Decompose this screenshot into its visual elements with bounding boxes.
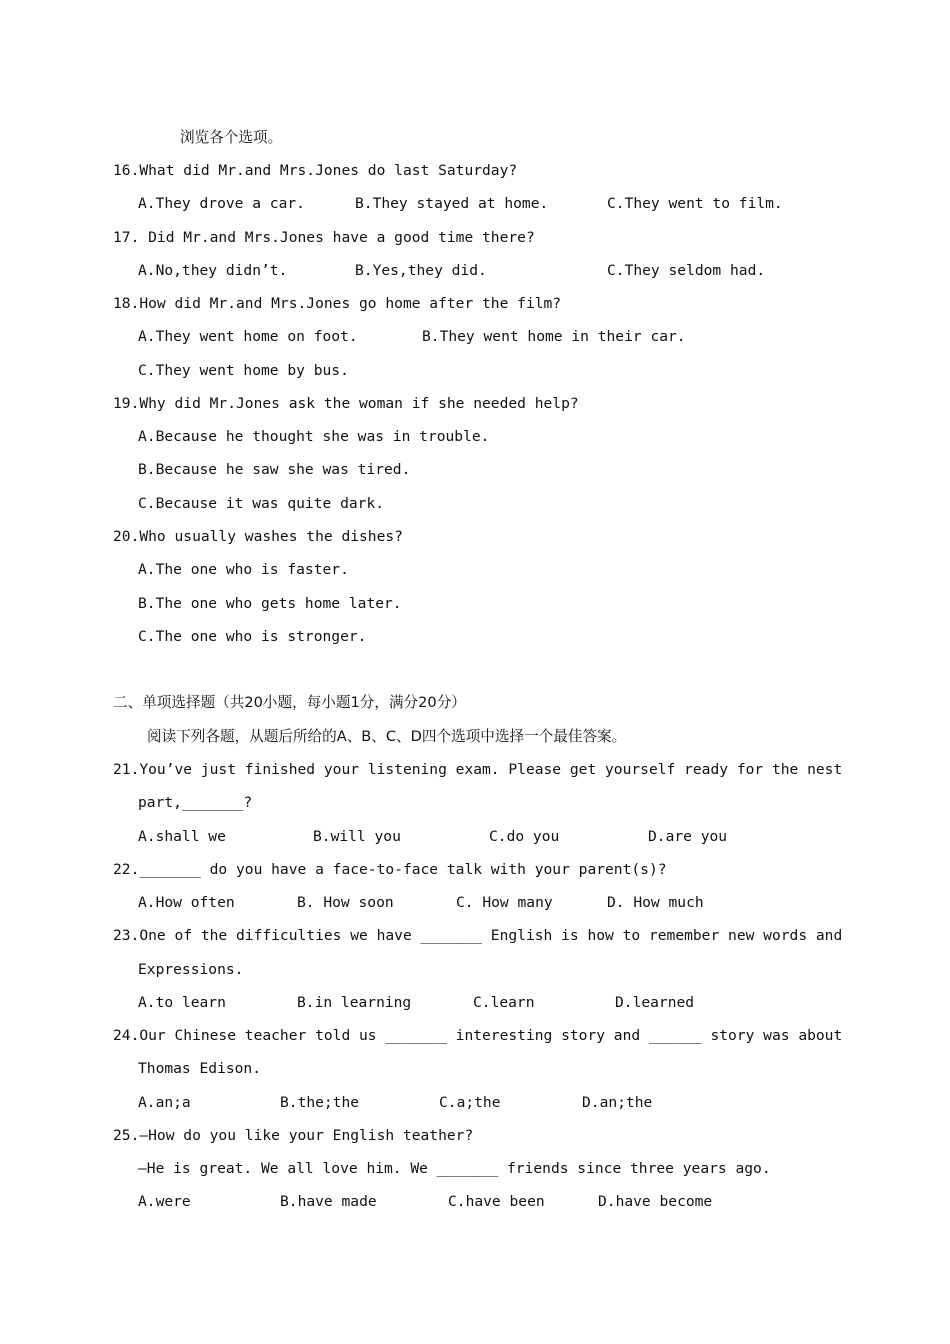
question-16-option-c: C.They went to film. bbox=[607, 195, 783, 212]
question-24-stem-line-2: Thomas Edison. bbox=[138, 1060, 262, 1077]
question-17-option-c: C.They seldom had. bbox=[607, 262, 766, 279]
question-18-option-c: C.They went home by bus. bbox=[138, 362, 349, 379]
section-2-heading: 二、单项选择题（共20小题，每小题1分，满分20分） bbox=[113, 694, 466, 711]
question-21-option-d: D.are you bbox=[648, 828, 728, 845]
question-25-stem-line-2: —He is great. We all love him. We _______ friends since three years ago. bbox=[138, 1160, 771, 1177]
question-21-stem-line-2: part,_______? bbox=[138, 794, 253, 811]
question-20-option-a: A.The one who is faster. bbox=[138, 561, 349, 578]
question-20-stem: 20.Who usually washes the dishes? bbox=[113, 528, 403, 545]
intro-note: 浏览各个选项。 bbox=[180, 129, 283, 146]
question-21-stem-line-1: 21.You’ve just finished your listening exam. Please get yourself ready for the nest bbox=[113, 761, 843, 778]
question-23-stem-line-1: 23.One of the difficulties we have _______ English is how to remember new words and bbox=[113, 927, 843, 944]
question-22-option-b: B. How soon bbox=[297, 894, 394, 911]
question-16-stem: 16.What did Mr.and Mrs.Jones do last Saturday? bbox=[113, 162, 518, 179]
question-16-option-a: A.They drove a car. bbox=[138, 195, 305, 212]
question-22-option-c: C. How many bbox=[456, 894, 553, 911]
question-21-option-c: C.do you bbox=[489, 828, 560, 845]
question-23-option-c: C.learn bbox=[473, 994, 535, 1011]
question-18-option-a: A.They went home on foot. bbox=[138, 328, 358, 345]
question-22-option-d: D. How much bbox=[607, 894, 704, 911]
question-23-option-d: D.learned bbox=[615, 994, 695, 1011]
question-17-option-b: B.Yes,they did. bbox=[355, 262, 487, 279]
question-21-option-a: A.shall we bbox=[138, 828, 226, 845]
question-18-option-b: B.They went home in their car. bbox=[422, 328, 686, 345]
question-25-option-b: B.have made bbox=[280, 1193, 377, 1210]
question-19-option-a: A.Because he thought she was in trouble. bbox=[138, 428, 490, 445]
question-25-option-c: C.have been bbox=[448, 1193, 545, 1210]
question-24-option-c: C.a;the bbox=[439, 1094, 501, 1111]
question-19-option-b: B.Because he saw she was tired. bbox=[138, 461, 411, 478]
question-19-stem: 19.Why did Mr.Jones ask the woman if she needed help? bbox=[113, 395, 579, 412]
section-2-instruction: 阅读下列各题，从题后所给的A、B、C、D四个选项中选择一个最佳答案。 bbox=[147, 728, 627, 745]
question-17-stem: 17. Did Mr.and Mrs.Jones have a good time there? bbox=[113, 229, 535, 246]
question-25-option-a: A.were bbox=[138, 1193, 191, 1210]
question-23-stem-line-2: Expressions. bbox=[138, 961, 244, 978]
question-23-option-a: A.to learn bbox=[138, 994, 226, 1011]
question-25-option-d: D.have become bbox=[598, 1193, 713, 1210]
question-24-stem-line-1: 24.Our Chinese teacher told us _______ interesting story and ______ story was about bbox=[113, 1027, 843, 1044]
question-20-option-c: C.The one who is stronger. bbox=[138, 628, 367, 645]
question-24-option-d: D.an;the bbox=[582, 1094, 653, 1111]
question-24-option-b: B.the;the bbox=[280, 1094, 360, 1111]
question-20-option-b: B.The one who gets home later. bbox=[138, 595, 402, 612]
question-18-stem: 18.How did Mr.and Mrs.Jones go home after the film? bbox=[113, 295, 562, 312]
question-17-option-a: A.No,they didn’t. bbox=[138, 262, 288, 279]
question-21-option-b: B.will you bbox=[313, 828, 401, 845]
question-23-option-b: B.in learning bbox=[297, 994, 412, 1011]
question-16-option-b: B.They stayed at home. bbox=[355, 195, 549, 212]
question-22-option-a: A.How often bbox=[138, 894, 235, 911]
question-24-option-a: A.an;a bbox=[138, 1094, 191, 1111]
question-19-option-c: C.Because it was quite dark. bbox=[138, 495, 385, 512]
question-25-stem-line-1: 25.—How do you like your English teather? bbox=[113, 1127, 474, 1144]
question-22-stem: 22._______ do you have a face-to-face talk with your parent(s)? bbox=[113, 861, 667, 878]
